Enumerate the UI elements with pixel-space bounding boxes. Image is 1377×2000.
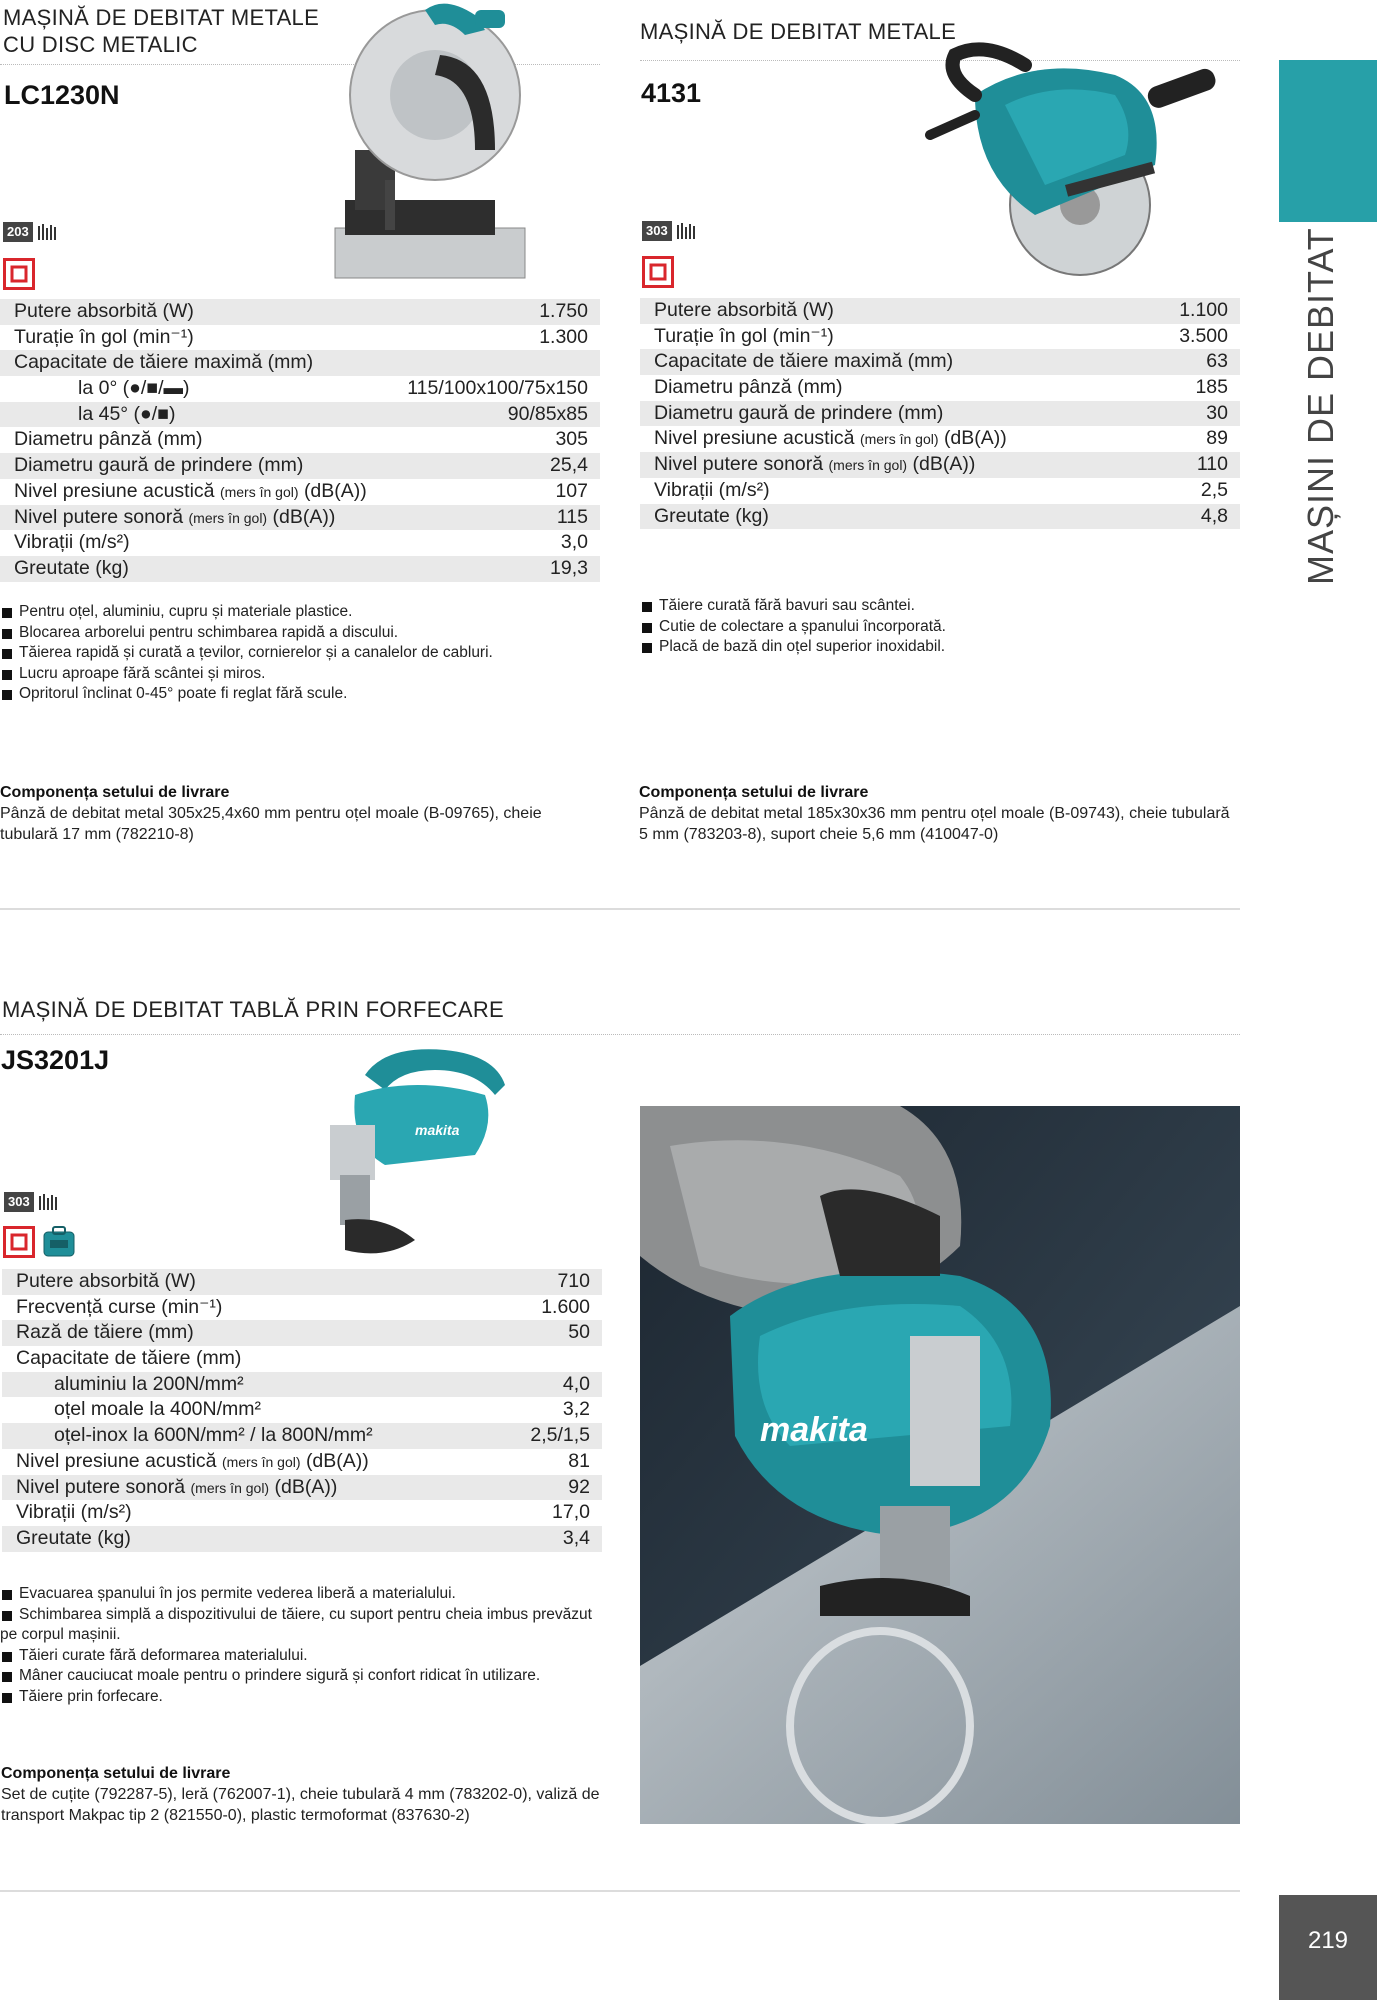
spec-row: Nivel putere sonoră (mers în gol) (dB(A)) 92 xyxy=(2,1475,602,1501)
feature-item: Cutie de colectare a șpanului încorporată. xyxy=(640,617,1240,638)
feature-item: Tăiere curată fără bavuri sau scântei. xyxy=(640,596,1240,617)
spec-row: Nivel putere sonoră (mers în gol) (dB(A)) 115 xyxy=(0,505,600,531)
product-category xyxy=(640,18,956,45)
cut-off-saw-image xyxy=(325,0,555,290)
spec-row: Vibrații (m/s²) 2,5 xyxy=(654,478,1228,501)
feature-item: Tăieri curate fără deformarea materialului. xyxy=(0,1646,600,1667)
spec-row: Nivel putere sonoră (mers în gol) (dB(A)) 110 xyxy=(640,452,1240,478)
spec-row: Turație în gol (min⁻¹) 1.300 xyxy=(14,325,588,348)
section-divider xyxy=(0,908,1240,910)
spec-row: oțel-inox la 600N/mm² / la 800N/mm² 2,5/1,5 xyxy=(2,1423,602,1449)
feature-list xyxy=(0,1584,600,1707)
spec-table xyxy=(2,1269,602,1552)
carrying-case-icon xyxy=(42,1226,76,1258)
metal-circular-saw-image xyxy=(915,35,1225,285)
svg-text:makita: makita xyxy=(760,1411,868,1449)
spec-row: Greutate (kg) 4,8 xyxy=(640,504,1240,530)
feature-item: Lucru aproape fără scântei și miros. xyxy=(0,664,600,685)
shear-in-use-photo xyxy=(640,1106,1240,1824)
section-tab xyxy=(1279,60,1377,222)
spec-row: Greutate (kg) 3,4 xyxy=(2,1526,602,1552)
spec-row: Nivel presiune acustică (mers în gol) (dB(A)) 107 xyxy=(14,479,588,502)
spec-row: Greutate (kg) 19,3 xyxy=(0,556,600,582)
spec-row: Diametru gaură de prindere (mm) 25,4 xyxy=(0,453,600,479)
product-category xyxy=(3,4,319,58)
spec-row: Turație în gol (min⁻¹) 3.500 xyxy=(654,324,1228,347)
kit-text: Pânză de debitat metal 305x25,4x60 mm pentru oțel moale (B-09765), cheie tubulară 17 mm (782210-8) xyxy=(0,805,542,843)
spec-icons xyxy=(4,1192,60,1212)
double-insulation-icon xyxy=(642,256,674,288)
spec-icons xyxy=(3,222,59,242)
product-model: 4131 xyxy=(641,78,702,108)
metal-shear-image xyxy=(325,1045,510,1265)
product-category xyxy=(2,996,504,1023)
spec-row: la 45° (●/■) 90/85x85 xyxy=(0,402,600,428)
feature-item: Evacuarea șpanului în jos permite vederea liberă a materialului. xyxy=(0,1584,600,1605)
spec-row: Capacitate de tăiere (mm) xyxy=(16,1347,242,1370)
product-model: JS3201J xyxy=(1,1045,110,1075)
feature-list xyxy=(640,596,1240,658)
vibration-icon xyxy=(37,222,59,242)
section-divider xyxy=(0,1890,1240,1892)
double-insulation-icon xyxy=(3,1226,35,1258)
spec-row: Rază de tăiere (mm) 50 xyxy=(2,1320,602,1346)
spec-row: Capacitate de tăiere maximă (mm) xyxy=(0,350,600,376)
spec-row: aluminiu la 200N/mm² 4,0 xyxy=(2,1372,602,1398)
feature-list xyxy=(0,602,600,705)
spec-row: Nivel presiune acustică (mers în gol) (dB(A)) 89 xyxy=(654,427,1228,450)
vibration-badge: 303 xyxy=(4,1192,34,1212)
category-line: CU DISC METALIC xyxy=(3,32,198,57)
product-model: LC1230N xyxy=(4,80,120,110)
kit-title: Componența setului de livrare xyxy=(639,784,869,801)
spec-row: Vibrații (m/s²) 3,0 xyxy=(14,531,588,554)
vibration-badge: 303 xyxy=(642,221,672,241)
page-number: 219 xyxy=(1279,1895,1377,2000)
spec-row: Putere absorbită (W) 1.100 xyxy=(640,298,1240,324)
spec-row: Putere absorbită (W) 1.750 xyxy=(0,299,600,325)
feature-item: Pentru oțel, aluminiu, cupru și materiale plastice. xyxy=(0,602,600,623)
divider xyxy=(0,1034,1240,1035)
section-label: MAȘINI DE DEBITAT xyxy=(1300,227,1341,585)
spec-icons xyxy=(642,221,698,241)
spec-row: Putere absorbită (W) 710 xyxy=(2,1269,602,1295)
feature-item: Schimbarea simplă a dispozitivului de tăiere, cu suport pentru cheia imbus prevăzut pe corpul mașinii. xyxy=(0,1605,600,1646)
spec-row: Vibrații (m/s²) 17,0 xyxy=(16,1501,590,1524)
category-line: MAȘINĂ DE DEBITAT METALE xyxy=(640,19,957,44)
spec-table xyxy=(640,298,1240,529)
kit-title: Componența setului de livrare xyxy=(0,784,230,801)
double-insulation-icon xyxy=(3,258,35,290)
category-line: MAȘINĂ DE DEBITAT METALE xyxy=(3,5,320,30)
kit-title: Componența setului de livrare xyxy=(1,1765,231,1782)
spec-row: Nivel presiune acustică (mers în gol) (dB(A)) 81 xyxy=(16,1449,590,1472)
spec-row: la 0° (●/■/▬) 115/100x100/75x150 xyxy=(78,377,588,400)
spec-row: Capacitate de tăiere maximă (mm) 63 xyxy=(640,349,1240,375)
svg-text:makita: makita xyxy=(415,1122,460,1138)
feature-item: Tăiere prin forfecare. xyxy=(0,1687,600,1708)
kit-text: Set de cuțite (792287-5), leră (762007-1), cheie tubulară 4 mm (783202-0), valiză de transport Makpac tip 2 (821550-0), plastic termoformat (837630-2) xyxy=(1,1786,600,1824)
spec-row: oțel moale la 400N/mm² 3,2 xyxy=(54,1398,590,1421)
feature-item: Opritorul înclinat 0-45° poate fi reglat fără scule. xyxy=(0,684,600,705)
spec-row: Diametru pânză (mm) 305 xyxy=(14,428,588,451)
spec-row: Diametru pânză (mm) 185 xyxy=(654,376,1228,399)
feature-item: Mâner cauciucat moale pentru o prindere sigură și confort ridicat în utilizare. xyxy=(0,1666,600,1687)
spec-table xyxy=(0,299,600,582)
vibration-badge: 203 xyxy=(3,222,33,242)
kit-text: Pânză de debitat metal 185x30x36 mm pentru oțel moale (B-09743), cheie tubulară 5 mm (783203-8), suport cheie 5,6 mm (410047-0) xyxy=(639,805,1230,843)
spec-row: Frecvență curse (min⁻¹) 1.600 xyxy=(16,1295,590,1318)
feature-item: Tăierea rapidă și curată a țevilor, cornierelor și a canalelor de cabluri. xyxy=(0,643,600,664)
vibration-icon xyxy=(38,1192,60,1212)
vibration-icon xyxy=(676,221,698,241)
feature-item: Blocarea arborelui pentru schimbarea rapidă a discului. xyxy=(0,623,600,644)
spec-row: Diametru gaură de prindere (mm) 30 xyxy=(640,401,1240,427)
category-line: MAȘINĂ DE DEBITAT TABLĂ PRIN FORFECARE xyxy=(2,997,505,1022)
feature-item: Placă de bază din oțel superior inoxidabil. xyxy=(640,637,1240,658)
